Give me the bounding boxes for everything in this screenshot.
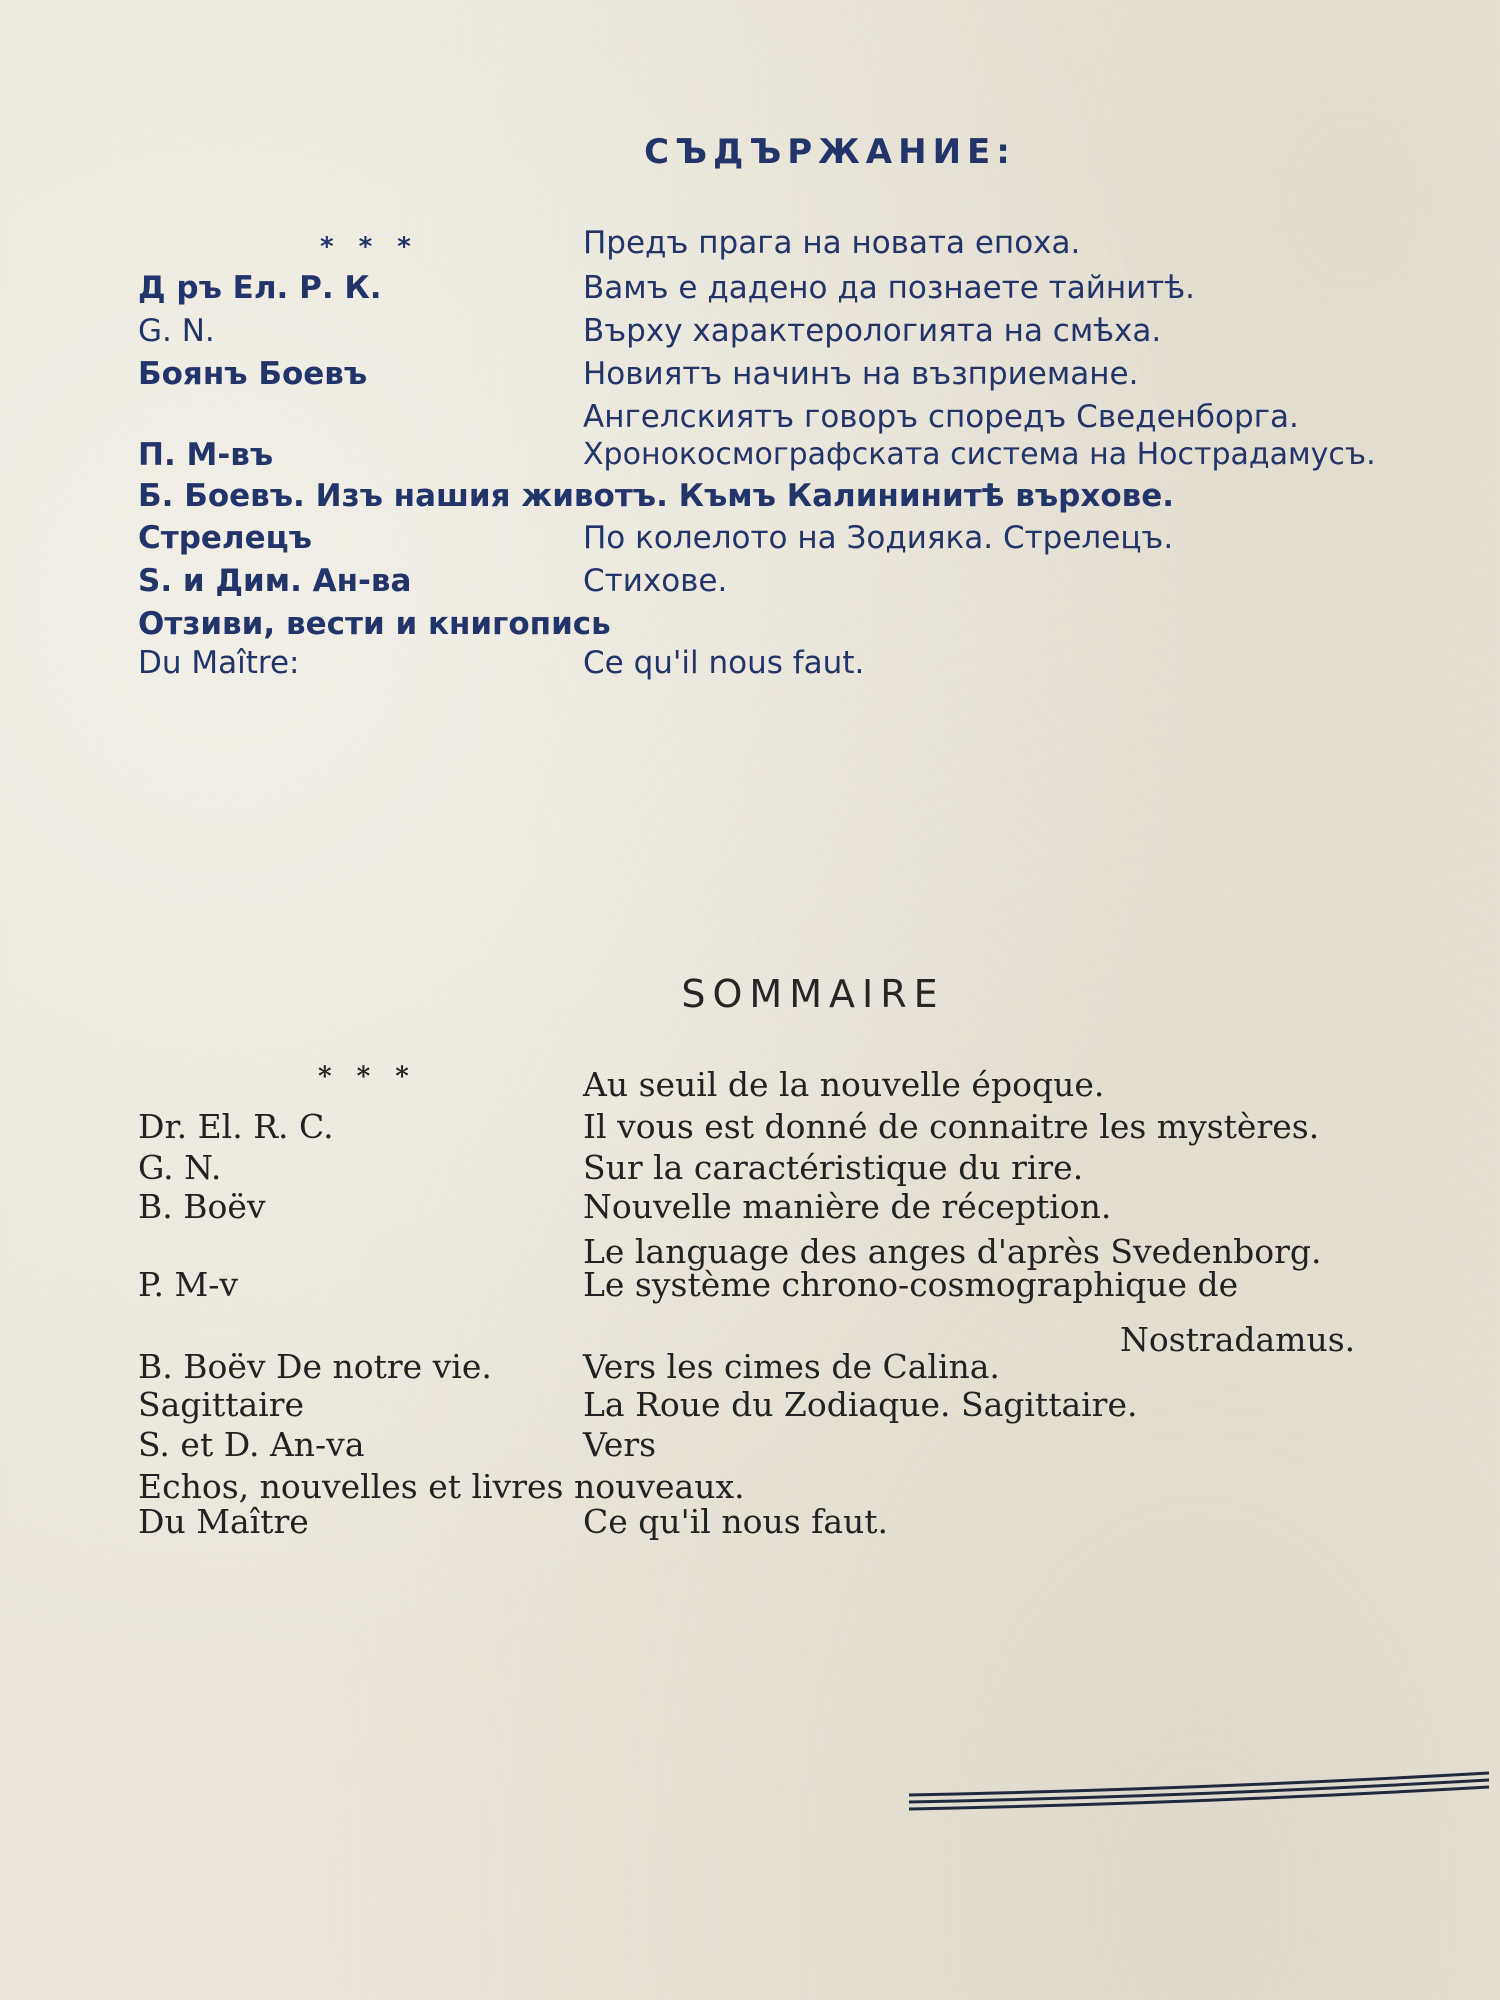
toc-author: П. М-въ [138, 437, 274, 473]
toc-entry-full: Отзиви, вести и книгопись [138, 606, 611, 642]
toc-entry-full: Б. Боевъ. Изъ нашия животъ. Къмъ Калининитѣ върхове. [138, 478, 1175, 514]
toc-title: Le language des anges d'après Svedenborg. [583, 1232, 1322, 1271]
toc-title: La Roue du Zodiaque. Sagittaire. [583, 1385, 1138, 1424]
toc-author: P. M-v [138, 1265, 239, 1304]
toc-author: Du Maître [138, 1502, 309, 1541]
toc-title: Върху характерологията на смѣха. [583, 313, 1162, 349]
bulgarian-contents-heading: СЪДЪРЖАНИЕ: [644, 132, 1016, 172]
toc-author: B. Boëv [138, 1187, 266, 1226]
toc-title: Вамъ е дадено да познаете тайнитѣ. [583, 270, 1196, 306]
toc-title: Il vous est donné de connaitre les mystères. [583, 1107, 1320, 1146]
toc-author: B. Boëv De notre vie. [138, 1347, 492, 1386]
toc-title: Ce qu'il nous faut. [583, 1502, 889, 1541]
toc-title: Новиятъ начинъ на възприемане. [583, 356, 1139, 392]
author-stars: * * * [318, 1062, 417, 1092]
toc-author: S. et D. An-va [138, 1425, 365, 1464]
toc-author: G. N. [138, 313, 215, 349]
french-contents-heading: SOMMAIRE [681, 972, 945, 1016]
toc-title: Le système chrono-cosmographique de [583, 1265, 1239, 1304]
toc-title: Vers les cimes de Calina. [583, 1347, 1000, 1386]
toc-title: Sur la caractéristique du rire. [583, 1148, 1084, 1187]
toc-author: Д ръ Ел. Р. К. [138, 270, 382, 306]
toc-author: Стрелецъ [138, 520, 312, 556]
toc-title: Ce qu'il nous faut. [583, 645, 865, 681]
toc-title: Хронокосмографската система на Нострадамусъ. [583, 437, 1376, 472]
toc-title: Au seuil de la nouvelle époque. [583, 1065, 1105, 1104]
toc-title: По колелото на Зодияка. Стрелецъ. [583, 520, 1174, 556]
toc-entry-full: Echos, nouvelles et livres nouveaux. [138, 1467, 745, 1506]
toc-title: Vers [583, 1425, 657, 1464]
author-stars: * * * [320, 232, 419, 262]
toc-author: G. N. [138, 1148, 222, 1187]
toc-title: Стихове. [583, 563, 728, 599]
toc-title: Предъ прага на новата епоха. [583, 225, 1081, 261]
decorative-rule [905, 1755, 1495, 1825]
toc-author: Du Maître: [138, 645, 300, 681]
toc-author: S. и Дим. Ан-ва [138, 563, 412, 599]
toc-author: Боянъ Боевъ [138, 356, 368, 392]
toc-author: Dr. El. R. C. [138, 1107, 334, 1146]
toc-title: Nouvelle manière de réception. [583, 1187, 1112, 1226]
toc-author: Sagittaire [138, 1385, 305, 1424]
toc-title: Ангелскиятъ говоръ споредъ Сведенборга. [583, 399, 1299, 435]
toc-title-continuation: Nostradamus. [1120, 1320, 1356, 1359]
